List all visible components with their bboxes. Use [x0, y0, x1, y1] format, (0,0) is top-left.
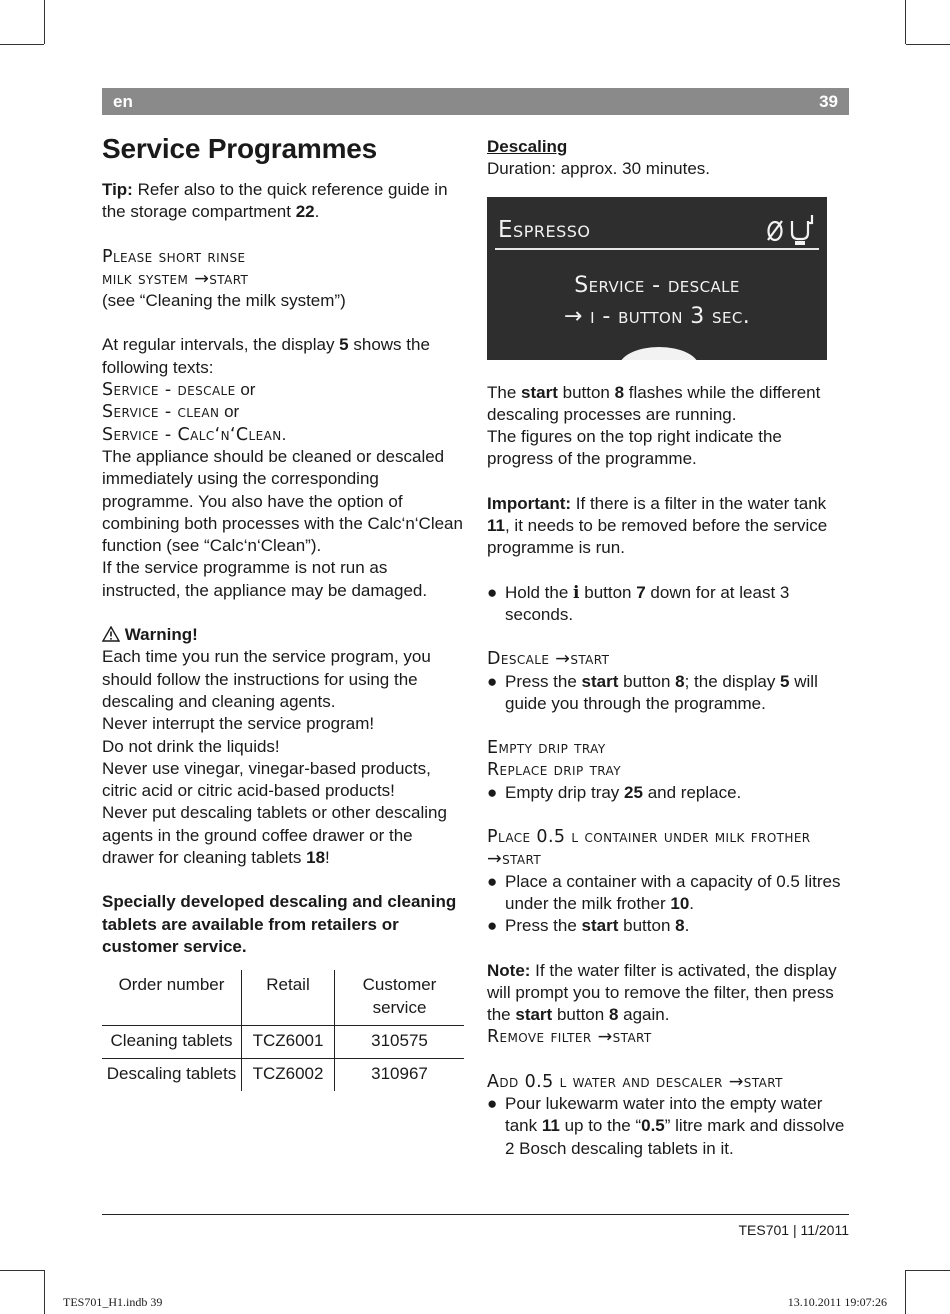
display-text-add-water: Add 0.5 l water and descaler →start	[487, 1071, 783, 1092]
pour-text-a: Pour lukewarm water into the empty water tank	[505, 1094, 823, 1136]
crop-mark	[906, 44, 950, 45]
bullet-icon: ●	[487, 782, 498, 802]
page-header-bar	[102, 88, 849, 115]
start-ref: 8	[614, 382, 625, 402]
note-text-a: If the water filter is activated, the display will prompt you to remove the filter, then press the	[487, 960, 837, 1025]
right-column	[487, 136, 849, 1160]
list-item-text	[505, 671, 849, 716]
important-label: Important:	[487, 493, 572, 513]
list-item-press-start-2	[487, 915, 849, 937]
bullet-icon: ●	[487, 916, 498, 936]
press2-text-d: .	[684, 916, 690, 936]
important-paragraph	[487, 493, 849, 560]
display-status-icons	[762, 211, 818, 247]
crop-mark	[0, 1270, 44, 1271]
list-item-hold-i	[487, 582, 849, 627]
not-run-paragraph: If the service programme is not run as instructed, the appliance may be damaged.	[102, 558, 428, 600]
hold-text-a: Hold the	[505, 582, 574, 602]
descaling-heading	[487, 136, 849, 158]
display-line-2: → i - button 3 sec.	[563, 303, 751, 329]
pour-ref-1: 11	[541, 1116, 560, 1136]
table-cell: Cleaning tablets	[102, 1025, 242, 1058]
print-slug-file: TES701_H1.indb 39	[63, 1295, 163, 1309]
empty-text-a: Empty drip tray	[505, 782, 625, 802]
hold-text-c: down for at least 3 seconds.	[505, 582, 790, 624]
press2-ref: 8	[675, 916, 685, 936]
display-text-replace-drip: Replace drip tray	[487, 760, 621, 781]
press2-text-a: Press the	[505, 916, 582, 936]
table-cell: Descaling tablets	[102, 1059, 242, 1092]
empty-text-b: and replace.	[642, 782, 742, 802]
list-item-text	[505, 915, 849, 937]
order-number-table	[102, 970, 464, 1091]
important-text-b: , it needs to be removed before the service programme is run.	[487, 516, 828, 558]
list-item-pour-water	[487, 1093, 849, 1160]
bullet-icon: ●	[487, 582, 498, 602]
special-tablets-text: Specially developed descaling and cleaning tablets are available from retailers or customer service.	[102, 892, 457, 956]
warning-text-5a: Never put descaling tablets or other descaling agents in the ground coffee drawer or the drawer for cleaning tablets	[102, 803, 447, 868]
print-slug-date: 13.10.2011 19:07:26	[787, 1295, 887, 1309]
display-knob-bump	[619, 347, 699, 360]
page-number: 39	[819, 92, 838, 111]
list-item-empty-drip	[487, 782, 849, 804]
appliance-paragraph: The appliance should be cleaned or descaled immediately using the corresponding programme. You also have the option of combining both processes with the Calc‘n‘Clean function (see “Calc‘n‘Clean”).	[102, 446, 463, 556]
table-header-row	[102, 970, 464, 1025]
list-item-place-container	[487, 871, 849, 916]
note-paragraph	[487, 960, 849, 1027]
i-button-glyph: i	[573, 582, 580, 603]
list-item-text	[505, 582, 849, 627]
tip-end: .	[314, 202, 320, 222]
pour-ref-2: 0.5	[641, 1116, 665, 1136]
note-label: Note:	[487, 960, 531, 980]
hold-text-b: button	[579, 582, 637, 602]
machine-display-illustration	[487, 197, 827, 360]
left-column	[102, 132, 464, 1091]
crossed-bean-icon	[768, 221, 782, 240]
press-ref-1: 8	[675, 671, 685, 691]
table-cell: TCZ6001	[242, 1025, 335, 1058]
press2-text-c: button	[618, 916, 676, 936]
intervals-text-a: At regular intervals, the display	[102, 335, 340, 355]
list-item-text	[505, 1093, 849, 1160]
display-text-rinse-1: Please short rinse	[102, 246, 246, 267]
table-cell: 310967	[371, 1064, 428, 1084]
crop-mark	[44, 1270, 45, 1314]
page-title: Service Programmes	[102, 133, 378, 164]
tip-text: Refer also to the quick reference guide in the storage compartment	[102, 180, 448, 222]
start-text-c: button	[557, 382, 615, 402]
crop-mark	[905, 1270, 906, 1314]
display-title: Espresso	[498, 216, 591, 243]
special-tablets-paragraph	[102, 891, 464, 958]
period-text: .	[281, 424, 287, 444]
intervals-text-b: shows the following texts:	[102, 335, 430, 377]
table-cell: 310575	[335, 1025, 465, 1058]
pour-text-c: ” litre mark and dissolve 2 Bosch descaling tablets in it.	[505, 1116, 845, 1158]
warning-ref: 18	[306, 848, 326, 868]
footer-divider	[102, 1214, 849, 1215]
intervals-paragraph	[102, 334, 464, 379]
hold-ref: 7	[636, 582, 646, 602]
or-text: or	[219, 402, 240, 422]
display-text-rinse-2: milk system →start	[102, 268, 249, 289]
bullet-icon: ●	[487, 671, 498, 691]
table-header-cell: Order number	[102, 970, 242, 1025]
footer-model: TES701 | 11/2011	[738, 1222, 849, 1238]
crop-mark	[906, 1270, 950, 1271]
list-item-press-start	[487, 671, 849, 716]
display-divider	[495, 248, 819, 250]
start-word: start	[521, 382, 558, 402]
important-ref: 11	[487, 516, 505, 536]
warning-triangle-icon	[102, 626, 120, 642]
crop-mark	[0, 44, 44, 45]
warning-text-3: Do not drink the liquids!	[102, 736, 280, 756]
warning-text-2: Never interrupt the service program!	[102, 714, 375, 734]
note-text-c: button	[552, 1005, 609, 1025]
bullet-icon: ●	[487, 871, 498, 891]
pour-text-b: up to the “	[559, 1116, 642, 1136]
figures-paragraph: The figures on the top right indicate the progress of the programme.	[487, 427, 782, 469]
note-ref: 8	[608, 1005, 619, 1025]
service-calc-line	[102, 424, 464, 446]
tip-ref: 22	[295, 202, 315, 222]
note-text-d: again.	[618, 1005, 670, 1025]
note-start-word: start	[515, 1005, 553, 1025]
press-text-e: will guide you through the programme.	[505, 671, 818, 713]
place-text-b: .	[689, 893, 695, 913]
display-text-service-calc: Service - Calc‘n‘Clean	[102, 424, 282, 445]
display-line-1: Service - descale	[574, 272, 740, 298]
descaling-heading-text: Descaling	[487, 137, 568, 156]
display-text-service-clean: Service - clean	[102, 402, 220, 423]
empty-ref: 25	[624, 782, 643, 802]
start-text-d: flashes while the different descaling processes are running.	[487, 382, 821, 424]
press-ref-2: 5	[780, 671, 790, 691]
press2-start-word: start	[581, 916, 619, 936]
service-descale-line	[102, 379, 464, 401]
start-text-a: The	[487, 382, 522, 402]
table-cell: TCZ6002	[242, 1059, 335, 1092]
place-ref: 10	[670, 893, 690, 913]
cup-icon	[792, 215, 812, 245]
press-text-a: Press the	[505, 671, 582, 691]
warning-label: Warning!	[124, 625, 198, 645]
intervals-ref: 5	[339, 335, 349, 355]
rinse-note: (see “Cleaning the milk system”)	[102, 291, 346, 311]
display-text-place-container: Place 0.5 l container under milk frother →start	[487, 827, 811, 870]
press-start-word: start	[581, 671, 619, 691]
crop-mark	[44, 0, 45, 44]
crop-mark	[905, 0, 906, 44]
table-row	[102, 1025, 464, 1058]
or-text: or	[235, 380, 256, 400]
display-text-descale-start: Descale →start	[487, 649, 610, 670]
table-header-cell: Retail	[242, 970, 335, 1025]
display-text-service-descale: Service - descale	[102, 380, 236, 401]
warning-text-5b: !	[325, 848, 330, 868]
display-text-empty-drip: Empty drip tray	[487, 738, 606, 759]
table-row	[102, 1059, 464, 1092]
table-header-cell: Customer service	[335, 970, 465, 1025]
list-item-text	[505, 871, 849, 916]
tip-label: Tip:	[102, 180, 133, 199]
duration-text: Duration: approx. 30 minutes.	[487, 159, 711, 179]
important-text-a: If there is a filter in the water tank	[571, 493, 827, 513]
tip-paragraph	[102, 179, 464, 224]
start-flashes-paragraph	[487, 382, 849, 427]
list-item-text	[505, 782, 849, 804]
press-text-d: ; the display	[684, 671, 781, 691]
warning-text-5	[102, 802, 464, 869]
bullet-icon: ●	[487, 1094, 498, 1114]
warning-heading	[102, 624, 464, 646]
language-code: en	[113, 92, 133, 111]
press-text-c: button	[618, 671, 676, 691]
warning-text-1: Each time you run the service program, you should follow the instructions for using the descaling and cleaning agents.	[102, 647, 431, 711]
warning-text-4: Never use vinegar, vinegar-based products, citric acid or citric acid-based products!	[102, 758, 431, 801]
service-clean-line	[102, 401, 464, 423]
display-text-remove-filter: Remove filter →start	[487, 1027, 652, 1048]
place-text-a: Place a container with a capacity of 0.5 litres under the milk frother	[505, 871, 841, 913]
